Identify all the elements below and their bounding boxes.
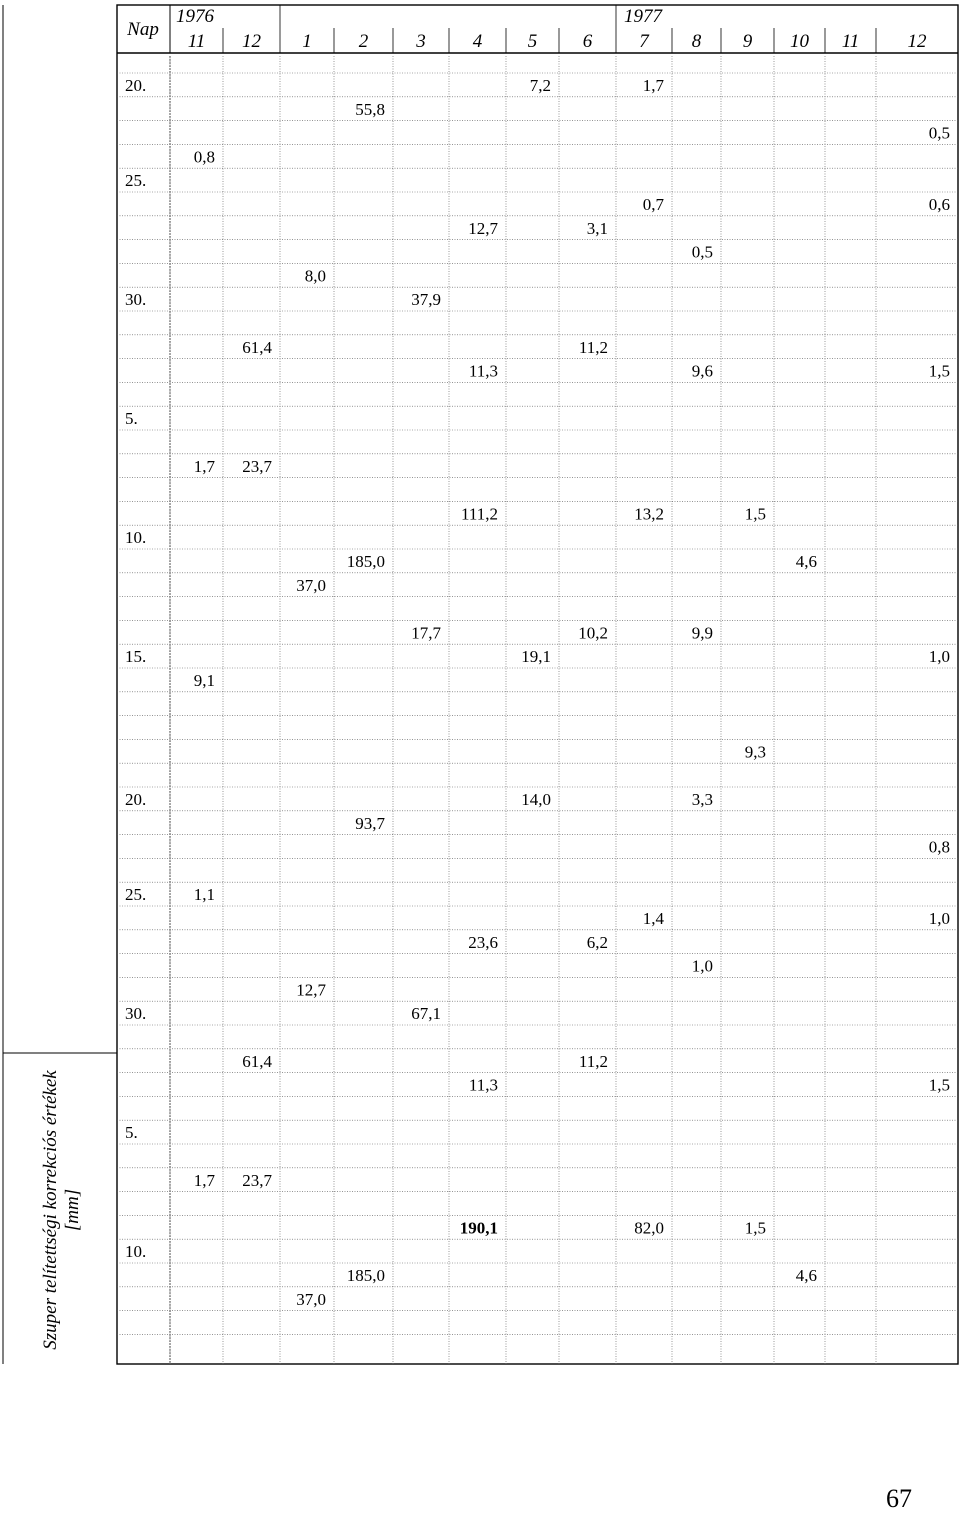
day-label: 25. (125, 885, 147, 905)
month-header: 11 (841, 31, 860, 52)
cell-value: 14,0 (521, 790, 551, 809)
cell-value: 61,4 (242, 1051, 272, 1071)
cell-value: 3,1 (586, 218, 608, 238)
cell-value: 37,9 (411, 290, 441, 310)
day-label: 30. (125, 1004, 147, 1024)
month-header: 12 (242, 31, 261, 52)
cell-value: 1,0 (928, 909, 950, 928)
month-header: 12 (907, 31, 927, 52)
cell-value: 67,1 (411, 1004, 441, 1024)
month-header: 2 (358, 31, 369, 52)
day-label: 20. (125, 790, 147, 809)
cell-value: 11,2 (578, 337, 608, 357)
cell-value: 4,6 (795, 552, 817, 571)
cell-value: 1,0 (691, 956, 713, 976)
cell-value: 37,0 (296, 575, 326, 595)
cell-value: 4,6 (795, 1266, 817, 1285)
cell-value: 185,0 (346, 552, 385, 571)
cell-value: 0,5 (691, 242, 713, 262)
cell-value: 9,9 (691, 623, 713, 643)
nap-label: Nap (127, 19, 159, 40)
month-header: 1 (302, 31, 312, 52)
cell-value: 13,2 (634, 504, 664, 524)
cell-value: 17,7 (411, 623, 441, 643)
cell-value: 1,5 (928, 1075, 950, 1095)
day-label: 20. (125, 76, 147, 95)
day-label: 25. (125, 171, 147, 191)
cell-value: 61,4 (242, 337, 272, 357)
cell-value: 1,4 (642, 909, 664, 928)
cell-value: 1,5 (928, 361, 950, 381)
cell-value: 11,2 (578, 1051, 608, 1071)
cell-value: 9,1 (193, 671, 215, 690)
cell-value: 82,0 (634, 1218, 664, 1238)
cell-value: 190,1 (459, 1218, 498, 1238)
month-header: 11 (187, 31, 206, 52)
day-label: 30. (125, 290, 147, 310)
cell-value: 12,7 (296, 980, 326, 1000)
month-header: 7 (639, 31, 649, 52)
month-header: 10 (790, 31, 809, 52)
month-header: 8 (691, 31, 702, 52)
cell-value: 0,8 (193, 147, 215, 167)
cell-value: 6,2 (586, 932, 608, 952)
cell-value: 7,2 (529, 76, 551, 95)
cell-value: 19,1 (521, 647, 551, 667)
cell-value: 1,5 (744, 504, 766, 524)
cell-value: 23,6 (468, 932, 498, 952)
table-frame (117, 5, 958, 1364)
day-label: 5. (125, 409, 138, 429)
cell-value: 23,7 (242, 1170, 272, 1190)
cell-value: 0,6 (928, 195, 950, 214)
cell-value: 37,0 (296, 1289, 326, 1309)
cell-value: 111,2 (461, 504, 498, 524)
cell-value: 9,6 (691, 361, 713, 381)
cell-value: 9,3 (744, 742, 766, 762)
cell-value: 0,7 (642, 195, 664, 214)
year-1977: 1977 (624, 6, 662, 27)
cell-value: 1,7 (193, 1170, 215, 1190)
cell-value: 55,8 (355, 99, 385, 119)
cell-value: 185,0 (346, 1266, 385, 1285)
month-header: 3 (416, 31, 426, 52)
day-label: 5. (125, 1123, 138, 1143)
cell-value: 0,8 (928, 837, 950, 857)
cell-value: 23,7 (242, 456, 272, 476)
cell-value: 1,5 (744, 1218, 766, 1238)
side-label-line2: [mm] (62, 1188, 83, 1232)
cell-value: 11,3 (468, 361, 498, 381)
day-label: 10. (125, 1242, 147, 1262)
cell-value: 0,5 (928, 123, 950, 143)
year-1976: 1976 (176, 6, 214, 27)
cell-value: 11,3 (468, 1075, 498, 1095)
month-header: 4 (472, 31, 483, 52)
day-label: 10. (125, 528, 147, 548)
cell-value: 8,0 (304, 266, 326, 286)
side-axis-label (32, 1060, 92, 1360)
cell-value: 1,7 (193, 456, 215, 476)
month-header: 6 (582, 31, 593, 52)
cell-value: 12,7 (468, 218, 498, 238)
month-header: 5 (527, 31, 538, 52)
day-label: 15. (125, 647, 147, 667)
side-label-line1: Szuper telítettségi korrekciós értékek (40, 1070, 61, 1350)
cell-value: 1,0 (928, 647, 950, 667)
cell-value: 10,2 (578, 623, 608, 643)
cell-value: 1,7 (642, 76, 664, 95)
cell-value: 3,3 (691, 790, 713, 809)
page-number: 67 (886, 1484, 912, 1513)
cell-value: 93,7 (355, 813, 385, 833)
cell-value: 1,1 (193, 885, 215, 905)
month-header: 9 (742, 31, 753, 52)
